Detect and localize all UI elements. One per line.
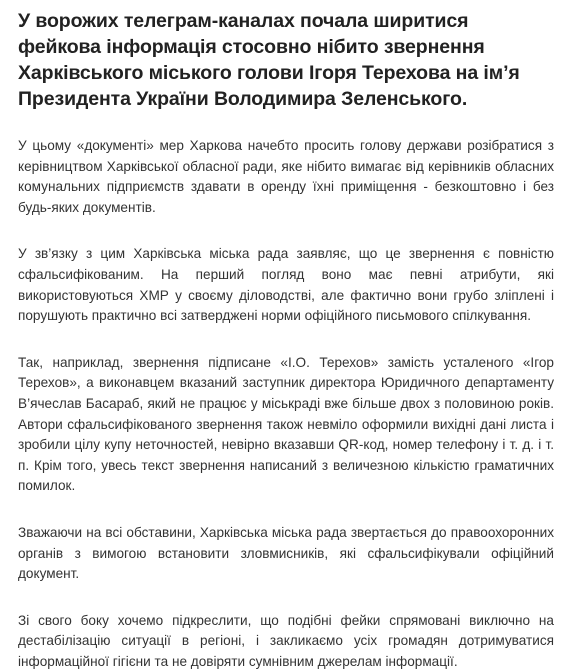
article-headline: У ворожих телеграм-каналах почала ширитися фейкова інформація стосовно нібито звернення Харківського міського голови Ігоря Терехова на ім’я Президента України Володимира Зеленського. xyxy=(18,10,520,110)
article-paragraph-1: У цьому «документі» мер Харкова начебто просить голову держави розібратися з керівництвом Харківської обласної ради, яке нібито вимагає від керівників обласних комунальних підприємств здавати в оренду їхні приміщення - безкоштовно і без будь-яких документів. xyxy=(18,138,554,215)
article-paragraph-5: Зі свого боку хочемо підкреслити, що подібні фейки спрямовані виключно на дестабілізацію ситуації в регіоні, і закликаємо усіх громадян дотримуватися інформаційної гігієни та не довіряти сумнівним джерелам інформації. xyxy=(18,612,554,669)
article-paragraph-3: Так, наприклад, звернення підписане «І.О. Терехов» замість усталеного «Ігор Терехов», а виконавцем вказаний заступник директора Юридичного департаменту В’ячеслав Басараб, який не працює у міськраді вже більше двох з половиною років. Автори сфальсифікованого звернення також невміло оформили вихідні дані листа і зробили цілу купу неточностей, невірно вказавши QR-код, номер телефону і т. д. і т. п. Крім того, увесь текст звернення написаний з величезною кількістю граматичних помилок. xyxy=(18,354,554,494)
news-article xyxy=(18,8,554,672)
article-paragraph-2: У зв’язку з цим Харківська міська рада заявляє, що це звернення є повністю сфальсифікованим. На перший погляд воно має певні атрибути, які використовуються ХМР у своєму діловодстві, але фактично вони грубо зліплені і порушують практично всі затверджені норми офіційного письмового спілкування. xyxy=(18,246,554,324)
article-paragraph-4: Зважаючи на всі обставини, Харківська міська рада звертається до правоохоронних органів з вимогою встановити зловмисників, які сфальсифікували офіційний документ. xyxy=(18,524,554,582)
